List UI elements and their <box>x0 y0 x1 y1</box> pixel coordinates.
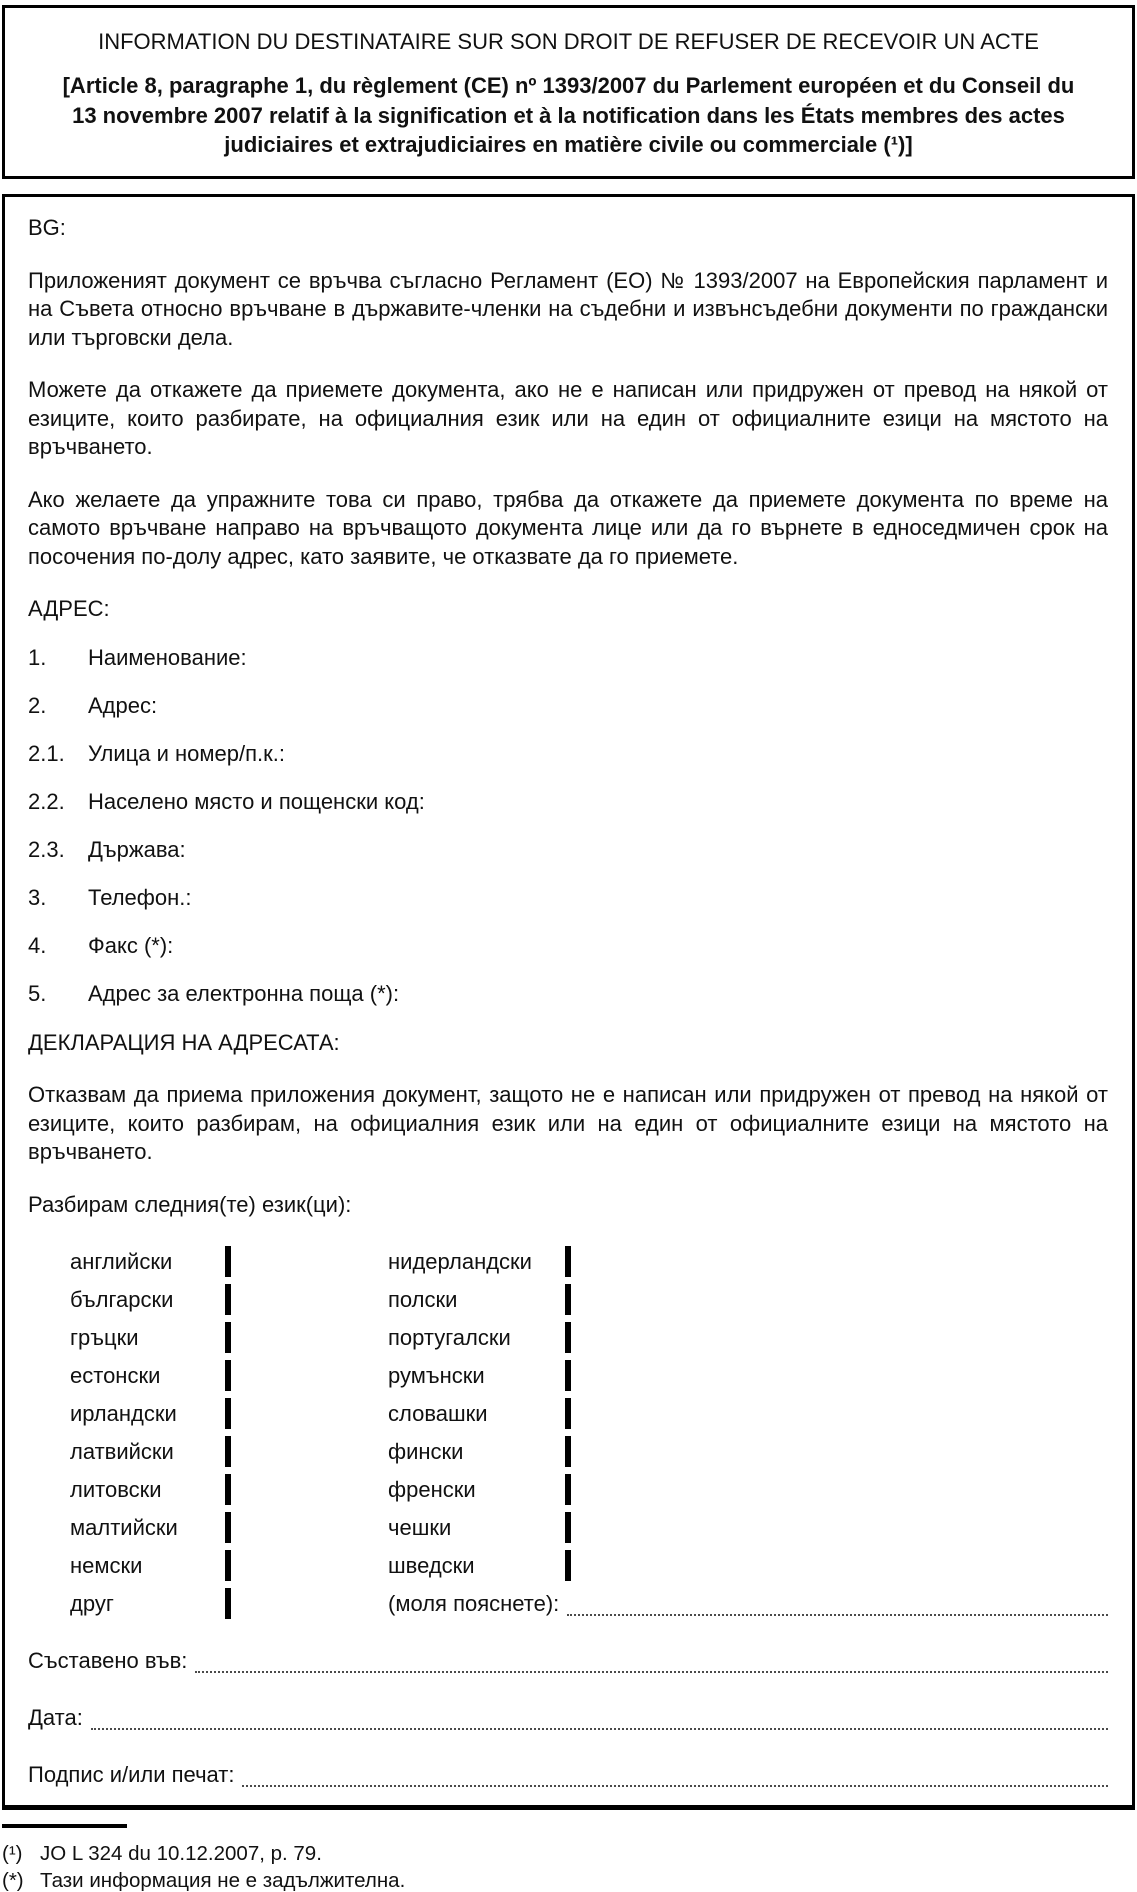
date-fill-line[interactable] <box>91 1706 1108 1730</box>
date-label: Дата: <box>28 1704 83 1730</box>
address-item-phone <box>28 885 1108 911</box>
language-label: български <box>70 1286 174 1312</box>
paragraph-how-to-refuse: Ако желаете да упражните това си право, трябва да откажете да приемете документа по време на самото връчване направо на връчващото документа лице или да го върнете в едноседмичен срок на посочения по-долу адрес, като заявите, че отказвате да го приемете. <box>28 486 1108 569</box>
item-label: Телефон.: <box>88 885 192 910</box>
address-item-address <box>28 693 1108 719</box>
language-label: немски <box>70 1552 143 1578</box>
item-label: Факс (*): <box>88 933 174 958</box>
address-heading: АДРЕС: <box>28 596 110 621</box>
checkbox-maltese[interactable] <box>225 1512 231 1543</box>
address-item-fax <box>28 933 1108 959</box>
language-label: ирландски <box>70 1400 177 1426</box>
footnote-text: Тази информация не е задължителна. <box>40 1869 406 1892</box>
main-form-box <box>2 194 1135 1810</box>
date-field <box>28 1704 1108 1732</box>
language-row-latvian-finnish <box>70 1433 1108 1471</box>
item-label: Държава: <box>88 837 186 862</box>
footnote-text: JO L 324 du 10.12.2007, p. 79. <box>40 1841 322 1865</box>
languages-prompt: Разбирам следния(те) език(ци): <box>28 1191 352 1217</box>
language-label: румънски <box>388 1362 485 1388</box>
checkbox-greek[interactable] <box>225 1322 231 1353</box>
footnote-marker: (*) <box>2 1869 24 1892</box>
language-label: малтийски <box>70 1514 178 1540</box>
other-language-fill-line[interactable] <box>567 1592 1108 1616</box>
footnote-separator <box>2 1824 127 1828</box>
item-label: Наименование: <box>88 645 247 670</box>
language-label: латвийски <box>70 1438 174 1464</box>
language-row-lithuanian-french <box>70 1471 1108 1509</box>
address-item-country <box>28 837 1108 863</box>
checkbox-french[interactable] <box>565 1474 571 1505</box>
item-number: 2.2. <box>28 789 65 814</box>
language-label: фински <box>388 1438 464 1464</box>
signature-field <box>28 1761 1108 1789</box>
language-label: шведски <box>388 1552 475 1578</box>
checkbox-finnish[interactable] <box>565 1436 571 1467</box>
checkbox-bulgarian[interactable] <box>225 1284 231 1315</box>
footnote-2 <box>2 1867 1135 1892</box>
item-label: Населено място и пощенски код: <box>88 789 425 814</box>
language-row-maltese-czech <box>70 1509 1108 1547</box>
paragraph-refusal-right: Можете да откажете да приемете документа, ако не е написан или придружен от превод на някой от езиците, които разбирате, на официалния език или на един от официалните езици на мястото на връчването. <box>28 377 1108 459</box>
language-row-german-swedish <box>70 1547 1108 1585</box>
paragraph-declaration: Отказвам да приема приложения документ, защото не е написан или придружен от превод на някой от езиците, които разбирам, на официалния език или на един от официалните езици на мястото на връчването. <box>28 1082 1108 1164</box>
signature-fill-line[interactable] <box>242 1763 1108 1787</box>
checkbox-romanian[interactable] <box>565 1360 571 1391</box>
language-label: литовски <box>70 1476 162 1502</box>
item-number: 2. <box>28 693 47 718</box>
checkbox-portuguese[interactable] <box>565 1322 571 1353</box>
language-row-english-dutch <box>70 1243 1108 1281</box>
address-item-city-postcode <box>28 789 1108 815</box>
checkbox-polish[interactable] <box>565 1284 571 1315</box>
checkbox-czech[interactable] <box>565 1512 571 1543</box>
address-item-name <box>28 645 1108 671</box>
header-box <box>2 5 1135 179</box>
checkbox-dutch[interactable] <box>565 1246 571 1277</box>
language-checkbox-grid <box>70 1243 1108 1623</box>
please-specify-label: (моля пояснете): <box>388 1590 560 1616</box>
checkbox-german[interactable] <box>225 1550 231 1581</box>
item-number: 3. <box>28 885 47 910</box>
done-at-label: Съставено във: <box>28 1647 188 1673</box>
language-label: португалски <box>388 1324 511 1350</box>
document-title: INFORMATION DU DESTINATAIRE SUR SON DROIT DE REFUSER DE RECEVOIR UN ACTE <box>98 29 1039 54</box>
checkbox-lithuanian[interactable] <box>225 1474 231 1505</box>
checkbox-swedish[interactable] <box>565 1550 571 1581</box>
checkbox-latvian[interactable] <box>225 1436 231 1467</box>
language-code-label: BG: <box>28 214 66 240</box>
declaration-heading: ДЕКЛАРАЦИЯ НА АДРЕСАТА: <box>28 1030 340 1055</box>
language-label: друг <box>70 1590 114 1616</box>
language-label: полски <box>388 1286 458 1312</box>
item-label: Адрес: <box>88 693 158 718</box>
done-at-fill-line[interactable] <box>195 1649 1108 1673</box>
checkbox-english[interactable] <box>225 1246 231 1277</box>
document-subtitle: [Article 8, paragraphe 1, du règlement (CE) nº 1393/2007 du Parlement européen et du Conseil du 13 novembre 2007 relatif à la signification et à la notification dans les États membres des actes judiciaires et extrajudiciaires en matière civile ou commerciale (¹)] <box>62 73 1075 157</box>
checkbox-irish[interactable] <box>225 1398 231 1429</box>
language-label: английски <box>70 1248 173 1274</box>
item-number: 2.1. <box>28 741 65 766</box>
language-label: чешки <box>388 1514 452 1540</box>
item-label: Адрес за електронна поща (*): <box>88 981 400 1006</box>
item-number: 2.3. <box>28 837 65 862</box>
signature-label: Подпис и/или печат: <box>28 1761 235 1787</box>
language-label: словашки <box>388 1400 488 1426</box>
footnote-1 <box>2 1840 1135 1868</box>
address-item-street <box>28 741 1108 767</box>
checkbox-estonian[interactable] <box>225 1360 231 1391</box>
paragraph-service-info: Приложеният документ се връчва съгласно Регламент (ЕО) № 1393/2007 на Европейския парламент и на Съвета относно връчване в държавите-членки на съдебни и извънсъдебни документи по граждански или търговски дела. <box>28 267 1108 350</box>
done-at-field <box>28 1647 1108 1675</box>
language-label: гръцки <box>70 1324 139 1350</box>
language-label: естонски <box>70 1362 161 1388</box>
item-label: Улица и номер/п.к.: <box>88 741 285 766</box>
item-number: 4. <box>28 933 47 958</box>
checkbox-other[interactable] <box>225 1588 231 1619</box>
language-row-bulgarian-polish <box>70 1281 1108 1319</box>
language-row-greek-portuguese <box>70 1319 1108 1357</box>
item-number: 1. <box>28 645 47 670</box>
address-item-email <box>28 981 1108 1007</box>
checkbox-slovak[interactable] <box>565 1398 571 1429</box>
footnote-marker: (¹) <box>2 1841 23 1865</box>
language-row-other <box>70 1585 1108 1623</box>
language-label: нидерландски <box>388 1248 532 1274</box>
language-row-estonian-romanian <box>70 1357 1108 1395</box>
language-label: френски <box>388 1476 476 1502</box>
item-number: 5. <box>28 981 47 1006</box>
language-row-irish-slovak <box>70 1395 1108 1433</box>
